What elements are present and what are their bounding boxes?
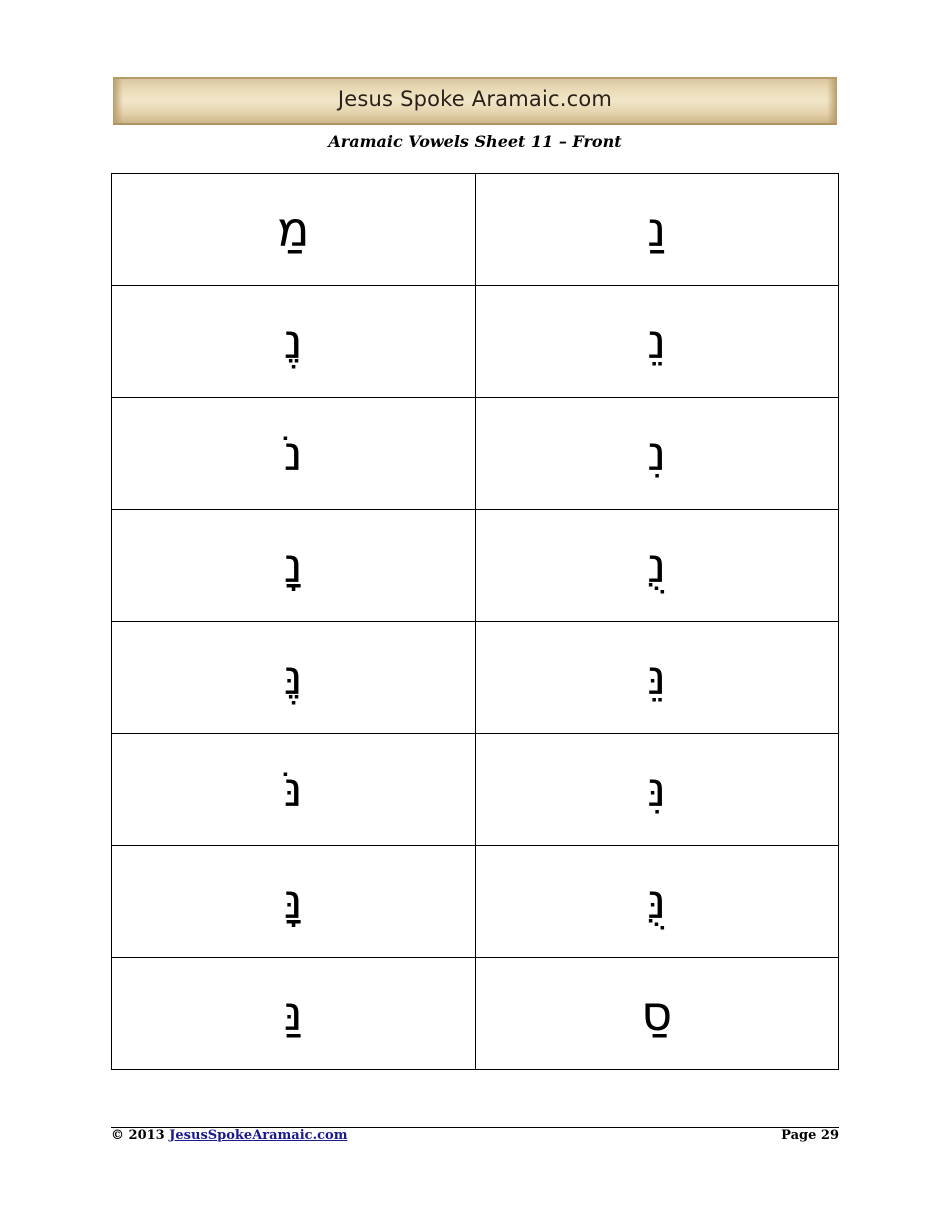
card-row — [112, 622, 839, 734]
card-cell-left — [112, 846, 476, 958]
card-cell-left — [112, 286, 476, 398]
card-row — [112, 958, 839, 1070]
aramaic-glyph: נֻ — [647, 537, 667, 594]
card-cell-left — [112, 622, 476, 734]
card-cell-right — [475, 846, 839, 958]
aramaic-glyph: נִ — [647, 425, 667, 482]
aramaic-glyph: נַ — [647, 201, 667, 258]
card-row — [112, 510, 839, 622]
footer-copyright — [111, 1128, 347, 1143]
card-cell-right — [475, 174, 839, 286]
aramaic-glyph: נֶּ — [283, 649, 303, 706]
aramaic-glyph: מַ — [276, 201, 310, 258]
card-cell-right — [475, 510, 839, 622]
aramaic-glyph: נֵ — [647, 313, 667, 370]
card-row — [112, 174, 839, 286]
card-row — [112, 734, 839, 846]
card-cell-left — [112, 174, 476, 286]
aramaic-glyph: נָּ — [283, 873, 303, 930]
card-cell-left — [112, 398, 476, 510]
aramaic-glyph: סַ — [641, 985, 673, 1042]
aramaic-glyph: נִּ — [647, 761, 667, 818]
site-banner — [113, 77, 837, 125]
aramaic-glyph: נֵּ — [647, 649, 667, 706]
card-cell-right — [475, 622, 839, 734]
card-row — [112, 286, 839, 398]
card-cell-right — [475, 398, 839, 510]
aramaic-glyph: נֹ — [283, 425, 303, 482]
card-row — [112, 846, 839, 958]
copyright-text: © 2013 — [111, 1128, 165, 1143]
card-cell-right — [475, 958, 839, 1070]
site-link[interactable]: JesusSpokeAramaic.com — [169, 1128, 348, 1143]
aramaic-glyph: נֻּ — [647, 873, 667, 930]
aramaic-glyph: נֶ — [283, 313, 303, 370]
aramaic-glyph: נַּ — [283, 985, 303, 1042]
card-row — [112, 398, 839, 510]
aramaic-glyph: נָ — [283, 537, 303, 594]
flashcard-grid — [111, 173, 839, 1070]
card-cell-left — [112, 734, 476, 846]
card-cell-left — [112, 958, 476, 1070]
banner-title: Jesus Spoke Aramaic.com — [337, 87, 613, 111]
sheet-title: Aramaic Vowels Sheet 11 – Front — [328, 132, 622, 151]
card-cell-right — [475, 734, 839, 846]
card-cell-right — [475, 286, 839, 398]
aramaic-glyph: נֹּ — [283, 761, 303, 818]
card-cell-left — [112, 510, 476, 622]
page-number: Page 29 — [781, 1128, 839, 1143]
